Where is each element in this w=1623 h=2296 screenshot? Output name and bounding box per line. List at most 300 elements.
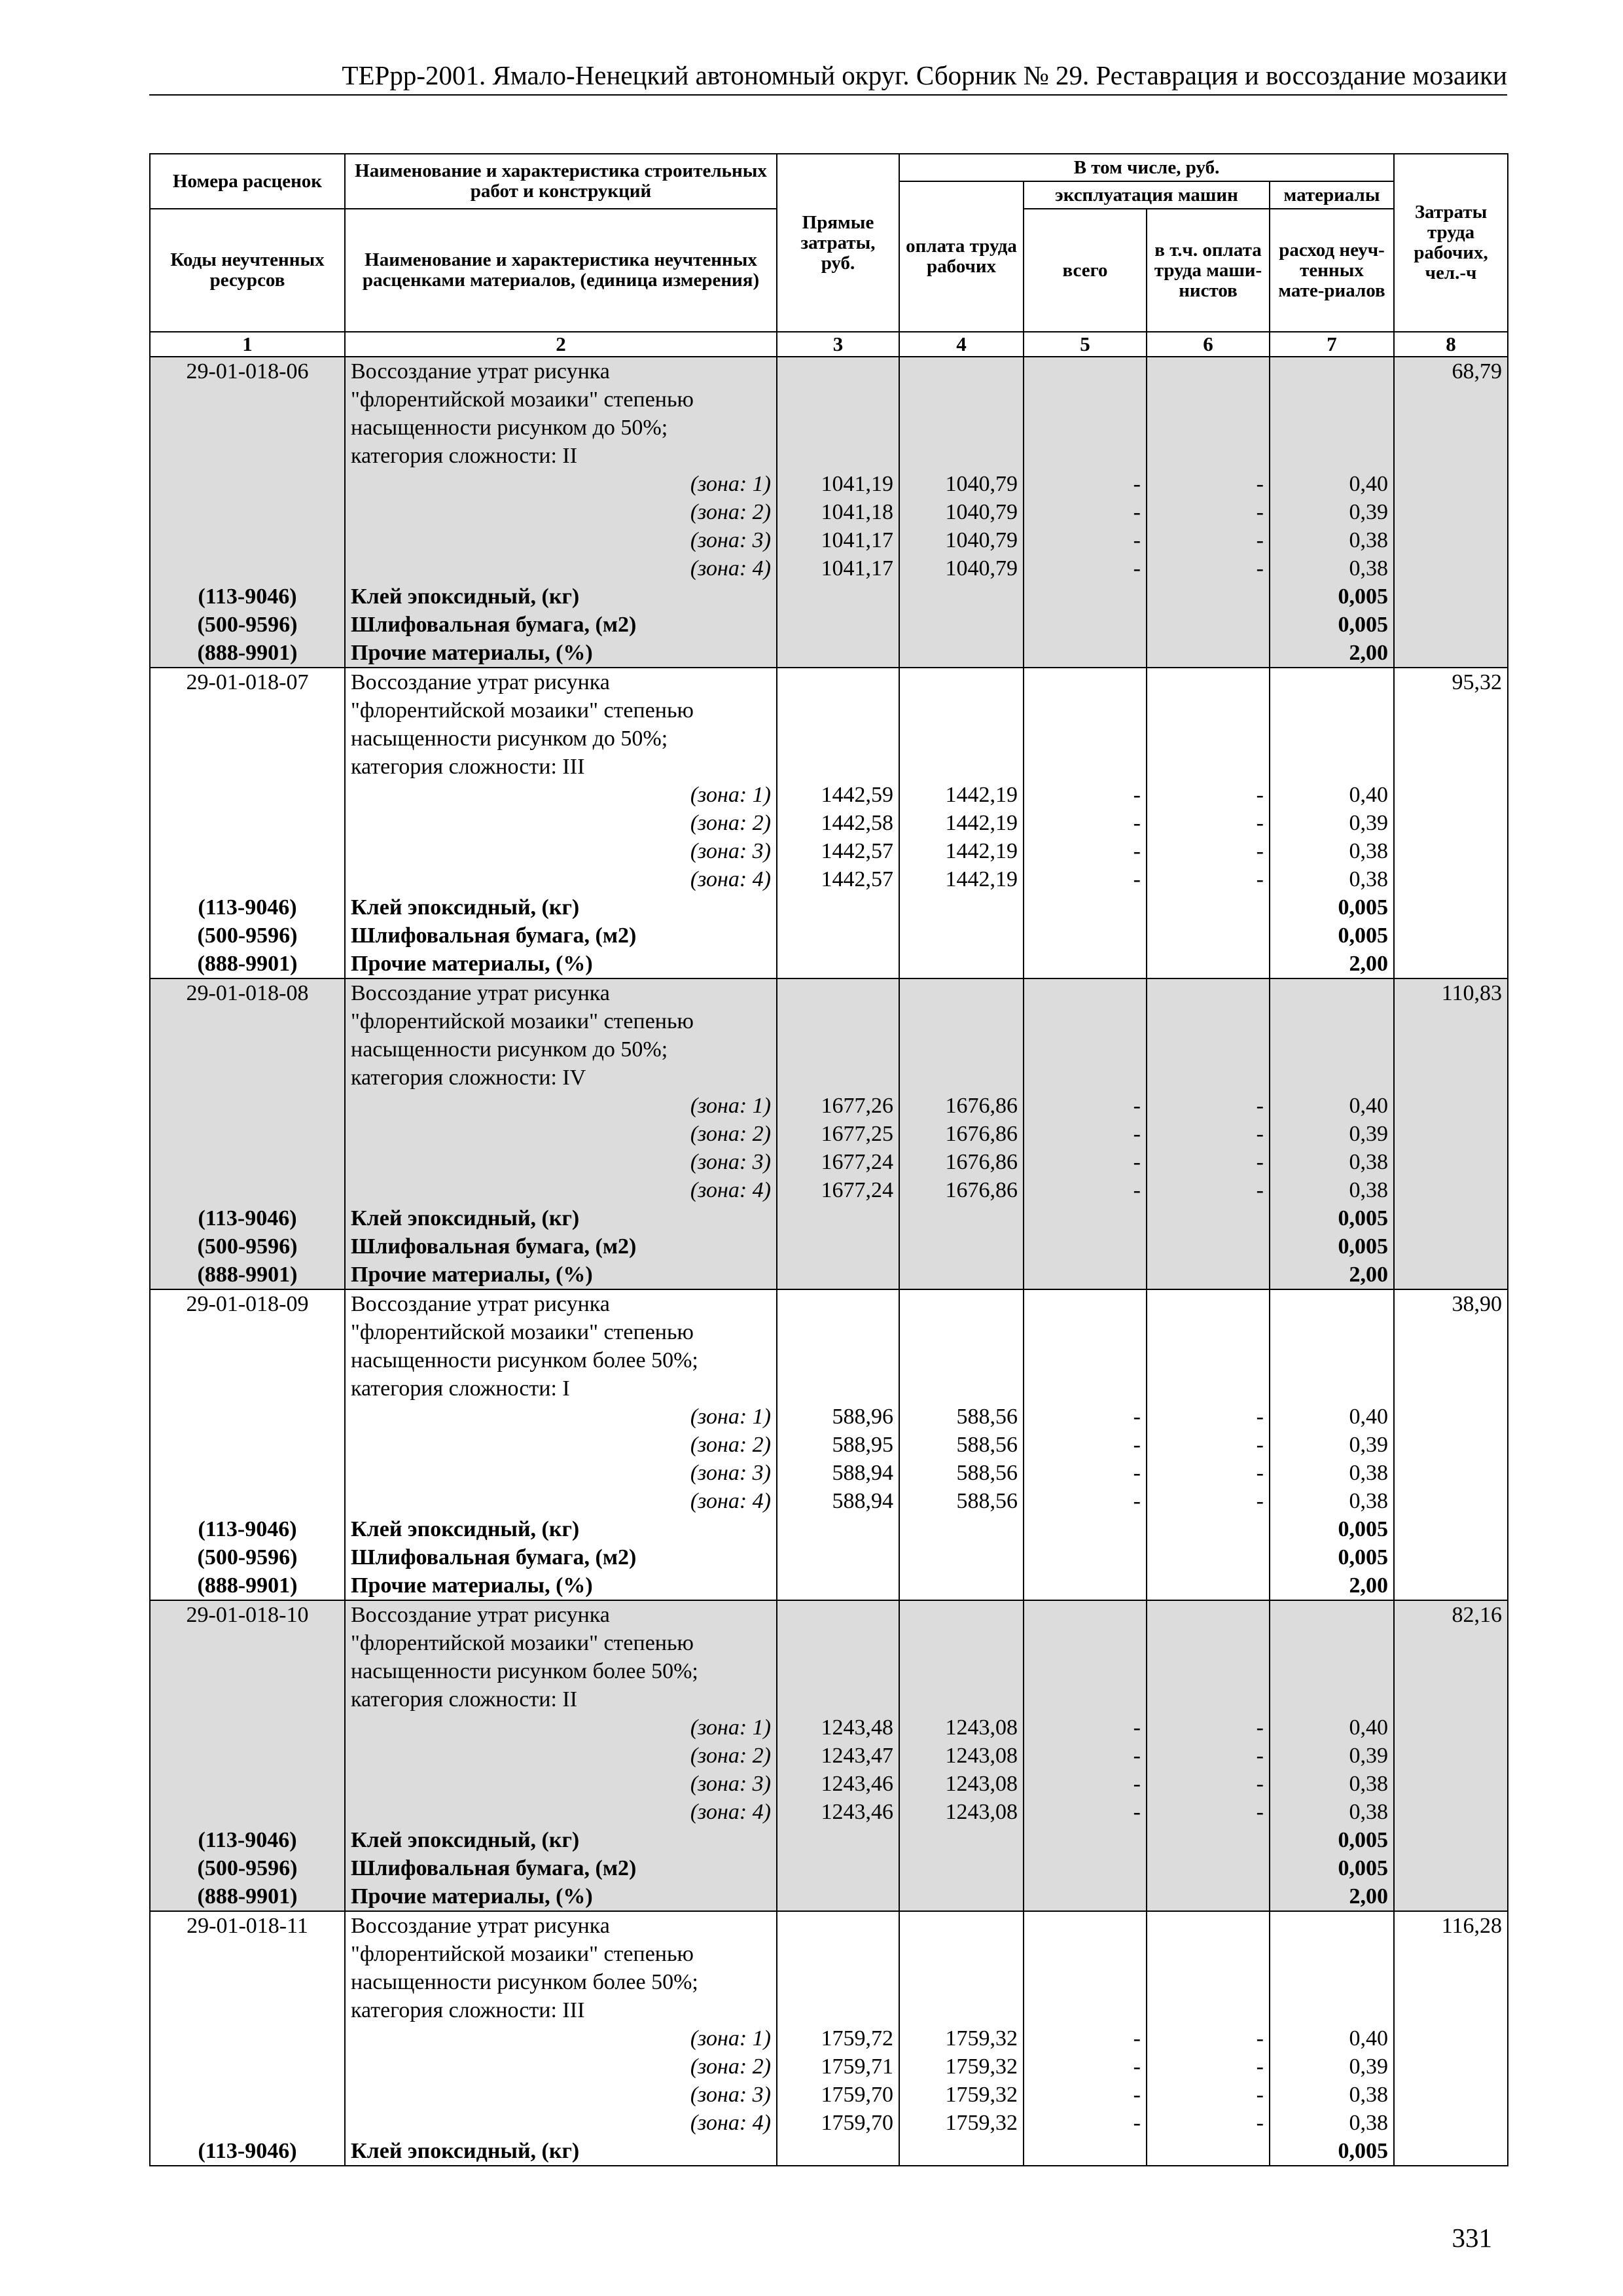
materials-cost: 0,39 xyxy=(1270,498,1394,526)
resource-code: (888-9901) xyxy=(150,950,345,978)
direct-costs: 1442,57 xyxy=(777,865,899,893)
empty-cell xyxy=(1024,950,1147,978)
resource-code: (113-9046) xyxy=(150,583,345,611)
empty-cell xyxy=(777,442,899,470)
labor-pay: 1040,79 xyxy=(899,470,1024,498)
empty-cell xyxy=(150,2053,345,2081)
empty-cell xyxy=(1147,668,1270,696)
empty-cell xyxy=(150,1487,345,1515)
rate-code xyxy=(150,1657,345,1685)
rates-table-wrapper xyxy=(149,153,1507,2166)
column-number: 6 xyxy=(1147,332,1270,357)
labor-pay: 1759,32 xyxy=(899,2053,1024,2081)
empty-cell xyxy=(777,1911,899,1940)
empty-cell xyxy=(1270,725,1394,753)
empty-cell xyxy=(1024,1064,1147,1092)
empty-cell xyxy=(1024,1600,1147,1629)
zone-label: (зона: 4) xyxy=(345,1487,777,1515)
labor-pay: 1243,08 xyxy=(899,1770,1024,1798)
materials-cost: 0,39 xyxy=(1270,1742,1394,1770)
work-description: категория сложности: III xyxy=(345,753,777,781)
empty-cell xyxy=(1147,1996,1270,2024)
empty-cell xyxy=(1147,978,1270,1007)
materials-cost: 0,38 xyxy=(1270,2081,1394,2109)
rate-code: 29-01-018-06 xyxy=(150,357,345,386)
empty-cell xyxy=(1147,1261,1270,1289)
rate-code xyxy=(150,386,345,414)
empty-cell xyxy=(1147,725,1270,753)
table-row xyxy=(150,1346,1508,1374)
table-row xyxy=(150,554,1508,583)
materials-cost: 0,40 xyxy=(1270,2024,1394,2053)
empty-cell xyxy=(1394,1261,1508,1289)
materials-cost: 0,40 xyxy=(1270,781,1394,809)
direct-costs: 1677,26 xyxy=(777,1092,899,1120)
materials-cost: 0,38 xyxy=(1270,1798,1394,1826)
empty-cell xyxy=(777,1515,899,1543)
machines-total: - xyxy=(1024,1770,1147,1798)
zone-label: (зона: 2) xyxy=(345,1431,777,1459)
work-description: категория сложности: II xyxy=(345,1685,777,1713)
empty-cell xyxy=(777,414,899,442)
empty-cell xyxy=(777,2137,899,2166)
page-number: 331 xyxy=(1452,2223,1492,2253)
materials-cost: 0,38 xyxy=(1270,1487,1394,1515)
empty-cell xyxy=(1394,1770,1508,1798)
rate-code: 29-01-018-10 xyxy=(150,1600,345,1629)
labor-costs xyxy=(1394,1996,1508,2024)
material-name: Шлифовальная бумага, (м2) xyxy=(345,922,777,950)
labor-pay: 588,56 xyxy=(899,1487,1024,1515)
empty-cell xyxy=(1024,1826,1147,1854)
empty-cell xyxy=(899,611,1024,639)
empty-cell xyxy=(777,611,899,639)
direct-costs: 1442,58 xyxy=(777,809,899,837)
resource-code: (500-9596) xyxy=(150,1543,345,1571)
empty-cell xyxy=(899,668,1024,696)
machinists-pay: - xyxy=(1147,781,1270,809)
empty-cell xyxy=(1270,753,1394,781)
machines-total: - xyxy=(1024,470,1147,498)
empty-cell xyxy=(1270,357,1394,386)
empty-cell xyxy=(777,639,899,668)
empty-cell xyxy=(1394,809,1508,837)
table-row xyxy=(150,2053,1508,2081)
empty-cell xyxy=(1024,922,1147,950)
zone-label: (зона: 2) xyxy=(345,1742,777,1770)
column-number: 4 xyxy=(899,332,1024,357)
materials-cost: 0,40 xyxy=(1270,470,1394,498)
empty-cell xyxy=(1394,837,1508,865)
material-name: Прочие материалы, (%) xyxy=(345,1882,777,1911)
table-row xyxy=(150,2081,1508,2109)
empty-cell xyxy=(150,1459,345,1487)
table-row xyxy=(150,1629,1508,1657)
labor-pay: 1040,79 xyxy=(899,526,1024,554)
empty-cell xyxy=(1147,1035,1270,1064)
material-name: Шлифовальная бумага, (м2) xyxy=(345,1854,777,1882)
header-machines: эксплуатация машин xyxy=(1024,181,1270,209)
rate-code xyxy=(150,1996,345,2024)
empty-cell xyxy=(1147,639,1270,668)
machinists-pay: - xyxy=(1147,1713,1270,1742)
empty-cell xyxy=(1147,583,1270,611)
work-description: Воссоздание утрат рисунка xyxy=(345,668,777,696)
empty-cell xyxy=(899,1685,1024,1713)
table-row xyxy=(150,922,1508,950)
empty-cell xyxy=(899,1629,1024,1657)
labor-pay: 1676,86 xyxy=(899,1120,1024,1148)
empty-cell xyxy=(1024,1854,1147,1882)
empty-cell xyxy=(1394,526,1508,554)
empty-cell xyxy=(899,696,1024,725)
empty-cell xyxy=(1147,1968,1270,1996)
material-quantity: 0,005 xyxy=(1270,1543,1394,1571)
header-including: В том числе, руб. xyxy=(899,154,1394,181)
labor-costs xyxy=(1394,696,1508,725)
empty-cell xyxy=(777,1064,899,1092)
empty-cell xyxy=(899,1996,1024,2024)
empty-cell xyxy=(1394,1882,1508,1911)
empty-cell xyxy=(899,1571,1024,1600)
empty-cell xyxy=(150,1742,345,1770)
empty-cell xyxy=(1270,386,1394,414)
empty-cell xyxy=(1024,893,1147,922)
materials-cost: 0,39 xyxy=(1270,1431,1394,1459)
empty-cell xyxy=(1147,1204,1270,1232)
machines-total: - xyxy=(1024,1487,1147,1515)
resource-code: (888-9901) xyxy=(150,639,345,668)
table-row xyxy=(150,357,1508,386)
zone-label: (зона: 3) xyxy=(345,2081,777,2109)
direct-costs: 1243,46 xyxy=(777,1770,899,1798)
header-materials: материалы xyxy=(1270,181,1394,209)
empty-cell xyxy=(899,1543,1024,1571)
empty-cell xyxy=(1270,1346,1394,1374)
labor-costs xyxy=(1394,1657,1508,1685)
rate-code xyxy=(150,725,345,753)
resource-code: (113-9046) xyxy=(150,1204,345,1232)
labor-pay: 588,56 xyxy=(899,1431,1024,1459)
labor-pay: 1243,08 xyxy=(899,1713,1024,1742)
empty-cell xyxy=(1024,1543,1147,1571)
empty-cell xyxy=(899,1940,1024,1968)
empty-cell xyxy=(777,668,899,696)
rate-code xyxy=(150,1346,345,1374)
empty-cell xyxy=(150,809,345,837)
empty-cell xyxy=(899,442,1024,470)
table-row xyxy=(150,1289,1508,1318)
resource-code: (500-9596) xyxy=(150,922,345,950)
empty-cell xyxy=(1147,414,1270,442)
table-row xyxy=(150,1882,1508,1911)
empty-cell xyxy=(1024,668,1147,696)
material-quantity: 0,005 xyxy=(1270,2137,1394,2166)
empty-cell xyxy=(1394,498,1508,526)
materials-cost: 0,38 xyxy=(1270,2109,1394,2137)
empty-cell xyxy=(1024,1289,1147,1318)
work-description: категория сложности: II xyxy=(345,442,777,470)
material-name: Клей эпоксидный, (кг) xyxy=(345,2137,777,2166)
direct-costs: 1759,71 xyxy=(777,2053,899,2081)
direct-costs: 1759,70 xyxy=(777,2109,899,2137)
empty-cell xyxy=(777,753,899,781)
zone-label: (зона: 3) xyxy=(345,837,777,865)
empty-cell xyxy=(1147,1826,1270,1854)
empty-cell xyxy=(1147,1882,1270,1911)
labor-costs xyxy=(1394,386,1508,414)
empty-cell xyxy=(1394,1176,1508,1204)
materials-cost: 0,40 xyxy=(1270,1092,1394,1120)
empty-cell xyxy=(777,1968,899,1996)
direct-costs: 1759,72 xyxy=(777,2024,899,2053)
material-name: Клей эпоксидный, (кг) xyxy=(345,893,777,922)
labor-pay: 1759,32 xyxy=(899,2024,1024,2053)
empty-cell xyxy=(1024,1318,1147,1346)
resource-code: (888-9901) xyxy=(150,1261,345,1289)
empty-cell xyxy=(150,2024,345,2053)
empty-cell xyxy=(777,1232,899,1261)
table-row xyxy=(150,1374,1508,1403)
empty-cell xyxy=(150,498,345,526)
rate-code xyxy=(150,414,345,442)
empty-cell xyxy=(150,781,345,809)
machines-total: - xyxy=(1024,2024,1147,2053)
materials-cost: 0,38 xyxy=(1270,1148,1394,1176)
empty-cell xyxy=(1024,1882,1147,1911)
machines-total: - xyxy=(1024,2081,1147,2109)
labor-pay: 1243,08 xyxy=(899,1742,1024,1770)
machines-total: - xyxy=(1024,1176,1147,1204)
empty-cell xyxy=(777,1826,899,1854)
empty-cell xyxy=(899,950,1024,978)
direct-costs: 1677,25 xyxy=(777,1120,899,1148)
machinists-pay: - xyxy=(1147,1120,1270,1148)
material-quantity: 0,005 xyxy=(1270,583,1394,611)
table-row xyxy=(150,2024,1508,2053)
empty-cell xyxy=(1147,1232,1270,1261)
empty-cell xyxy=(777,1600,899,1629)
materials-cost: 0,39 xyxy=(1270,1120,1394,1148)
machines-total: - xyxy=(1024,865,1147,893)
direct-costs: 1041,17 xyxy=(777,526,899,554)
table-row xyxy=(150,1742,1508,1770)
table-row xyxy=(150,1487,1508,1515)
empty-cell xyxy=(1024,414,1147,442)
column-number: 1 xyxy=(150,332,345,357)
table-row xyxy=(150,668,1508,696)
empty-cell xyxy=(1147,893,1270,922)
labor-pay: 1442,19 xyxy=(899,809,1024,837)
direct-costs: 588,95 xyxy=(777,1431,899,1459)
table-body xyxy=(150,357,1508,2166)
empty-cell xyxy=(1024,1571,1147,1600)
empty-cell xyxy=(1394,1543,1508,1571)
empty-cell xyxy=(1394,1459,1508,1487)
empty-cell xyxy=(899,1007,1024,1035)
empty-cell xyxy=(1147,1685,1270,1713)
labor-costs: 82,16 xyxy=(1394,1600,1508,1629)
work-description: "флорентийской мозаики" степенью xyxy=(345,1940,777,1968)
material-name: Шлифовальная бумага, (м2) xyxy=(345,611,777,639)
empty-cell xyxy=(1147,696,1270,725)
empty-cell xyxy=(899,357,1024,386)
direct-costs: 1041,17 xyxy=(777,554,899,583)
empty-cell xyxy=(1024,1940,1147,1968)
empty-cell xyxy=(899,1854,1024,1882)
empty-cell xyxy=(1394,1826,1508,1854)
materials-cost: 0,38 xyxy=(1270,554,1394,583)
empty-cell xyxy=(1147,1657,1270,1685)
empty-cell xyxy=(1270,1968,1394,1996)
machinists-pay: - xyxy=(1147,2081,1270,2109)
empty-cell xyxy=(1024,1515,1147,1543)
table-row xyxy=(150,1120,1508,1148)
empty-cell xyxy=(150,2081,345,2109)
empty-cell xyxy=(1024,357,1147,386)
empty-cell xyxy=(899,1232,1024,1261)
labor-costs xyxy=(1394,1940,1508,1968)
machinists-pay: - xyxy=(1147,1092,1270,1120)
materials-cost: 0,38 xyxy=(1270,1770,1394,1798)
table-header xyxy=(150,154,1508,357)
machines-total: - xyxy=(1024,1459,1147,1487)
empty-cell xyxy=(1270,668,1394,696)
empty-cell xyxy=(1270,1289,1394,1318)
material-name: Клей эпоксидный, (кг) xyxy=(345,1204,777,1232)
empty-cell xyxy=(777,1346,899,1374)
labor-pay: 1040,79 xyxy=(899,498,1024,526)
material-name: Прочие материалы, (%) xyxy=(345,950,777,978)
empty-cell xyxy=(1394,554,1508,583)
empty-cell xyxy=(1147,753,1270,781)
empty-cell xyxy=(777,696,899,725)
empty-cell xyxy=(1024,1346,1147,1374)
machinists-pay: - xyxy=(1147,526,1270,554)
empty-cell xyxy=(150,1403,345,1431)
rate-code xyxy=(150,1064,345,1092)
empty-cell xyxy=(1394,1204,1508,1232)
empty-cell xyxy=(1024,1657,1147,1685)
rates-table xyxy=(149,153,1508,2166)
direct-costs: 1041,18 xyxy=(777,498,899,526)
empty-cell xyxy=(1147,1911,1270,1940)
labor-costs xyxy=(1394,442,1508,470)
table-row xyxy=(150,837,1508,865)
rate-code xyxy=(150,1007,345,1035)
empty-cell xyxy=(1270,1911,1394,1940)
empty-cell xyxy=(1394,1403,1508,1431)
table-row xyxy=(150,809,1508,837)
table-row xyxy=(150,611,1508,639)
direct-costs: 1677,24 xyxy=(777,1176,899,1204)
empty-cell xyxy=(899,978,1024,1007)
rate-code: 29-01-018-08 xyxy=(150,978,345,1007)
empty-cell xyxy=(1147,1629,1270,1657)
zone-label: (зона: 2) xyxy=(345,809,777,837)
empty-cell xyxy=(1394,2081,1508,2109)
work-description: категория сложности: III xyxy=(345,1996,777,2024)
machines-total: - xyxy=(1024,1092,1147,1120)
direct-costs: 1677,24 xyxy=(777,1148,899,1176)
empty-cell xyxy=(899,922,1024,950)
empty-cell xyxy=(150,554,345,583)
empty-cell xyxy=(899,1204,1024,1232)
empty-cell xyxy=(150,837,345,865)
zone-label: (зона: 4) xyxy=(345,865,777,893)
work-description: насыщенности рисунком до 50%; xyxy=(345,725,777,753)
direct-costs: 1442,57 xyxy=(777,837,899,865)
table-row xyxy=(150,1826,1508,1854)
zone-label: (зона: 1) xyxy=(345,2024,777,2053)
table-row xyxy=(150,1204,1508,1232)
empty-cell xyxy=(150,1148,345,1176)
empty-cell xyxy=(777,978,899,1007)
empty-cell xyxy=(777,1940,899,1968)
empty-cell xyxy=(899,1826,1024,1854)
table-row xyxy=(150,1543,1508,1571)
empty-cell xyxy=(1147,1007,1270,1035)
material-quantity: 0,005 xyxy=(1270,893,1394,922)
machinists-pay: - xyxy=(1147,2024,1270,2053)
machinists-pay: - xyxy=(1147,1176,1270,1204)
column-numbers-row xyxy=(150,332,1508,357)
machines-total: - xyxy=(1024,554,1147,583)
empty-cell xyxy=(1270,696,1394,725)
direct-costs: 1442,59 xyxy=(777,781,899,809)
material-quantity: 2,00 xyxy=(1270,1571,1394,1600)
table-row xyxy=(150,526,1508,554)
resource-code: (113-9046) xyxy=(150,1515,345,1543)
machinists-pay: - xyxy=(1147,1459,1270,1487)
work-description: категория сложности: IV xyxy=(345,1064,777,1092)
work-description: "флорентийской мозаики" степенью xyxy=(345,1007,777,1035)
machines-total: - xyxy=(1024,498,1147,526)
empty-cell xyxy=(1024,1007,1147,1035)
header-machinists-pay: в т.ч. оплата труда маши-нистов xyxy=(1147,209,1270,332)
empty-cell xyxy=(899,1911,1024,1940)
machinists-pay: - xyxy=(1147,470,1270,498)
machines-total: - xyxy=(1024,2053,1147,2081)
labor-costs: 68,79 xyxy=(1394,357,1508,386)
empty-cell xyxy=(1270,1940,1394,1968)
empty-cell xyxy=(1394,470,1508,498)
empty-cell xyxy=(899,2137,1024,2166)
machinists-pay: - xyxy=(1147,1770,1270,1798)
empty-cell xyxy=(777,1374,899,1403)
empty-cell xyxy=(1147,442,1270,470)
labor-costs xyxy=(1394,1318,1508,1346)
labor-costs xyxy=(1394,1007,1508,1035)
zone-label: (зона: 4) xyxy=(345,554,777,583)
labor-pay: 1040,79 xyxy=(899,554,1024,583)
empty-cell xyxy=(1147,1346,1270,1374)
empty-cell xyxy=(1270,1374,1394,1403)
work-description: Воссоздание утрат рисунка xyxy=(345,1911,777,1940)
resource-code: (888-9901) xyxy=(150,1882,345,1911)
empty-cell xyxy=(1147,386,1270,414)
material-quantity: 2,00 xyxy=(1270,1882,1394,1911)
table-row xyxy=(150,1176,1508,1204)
empty-cell xyxy=(1024,1374,1147,1403)
header-material-name: Наименование и характеристика неучтенных расценками материалов, (единица измерения) xyxy=(345,209,777,332)
table-row xyxy=(150,1035,1508,1064)
header-labor-pay: оплата труда рабочих xyxy=(899,181,1024,332)
materials-cost: 0,39 xyxy=(1270,809,1394,837)
empty-cell xyxy=(1147,1515,1270,1543)
empty-cell xyxy=(899,386,1024,414)
empty-cell xyxy=(1270,1600,1394,1629)
